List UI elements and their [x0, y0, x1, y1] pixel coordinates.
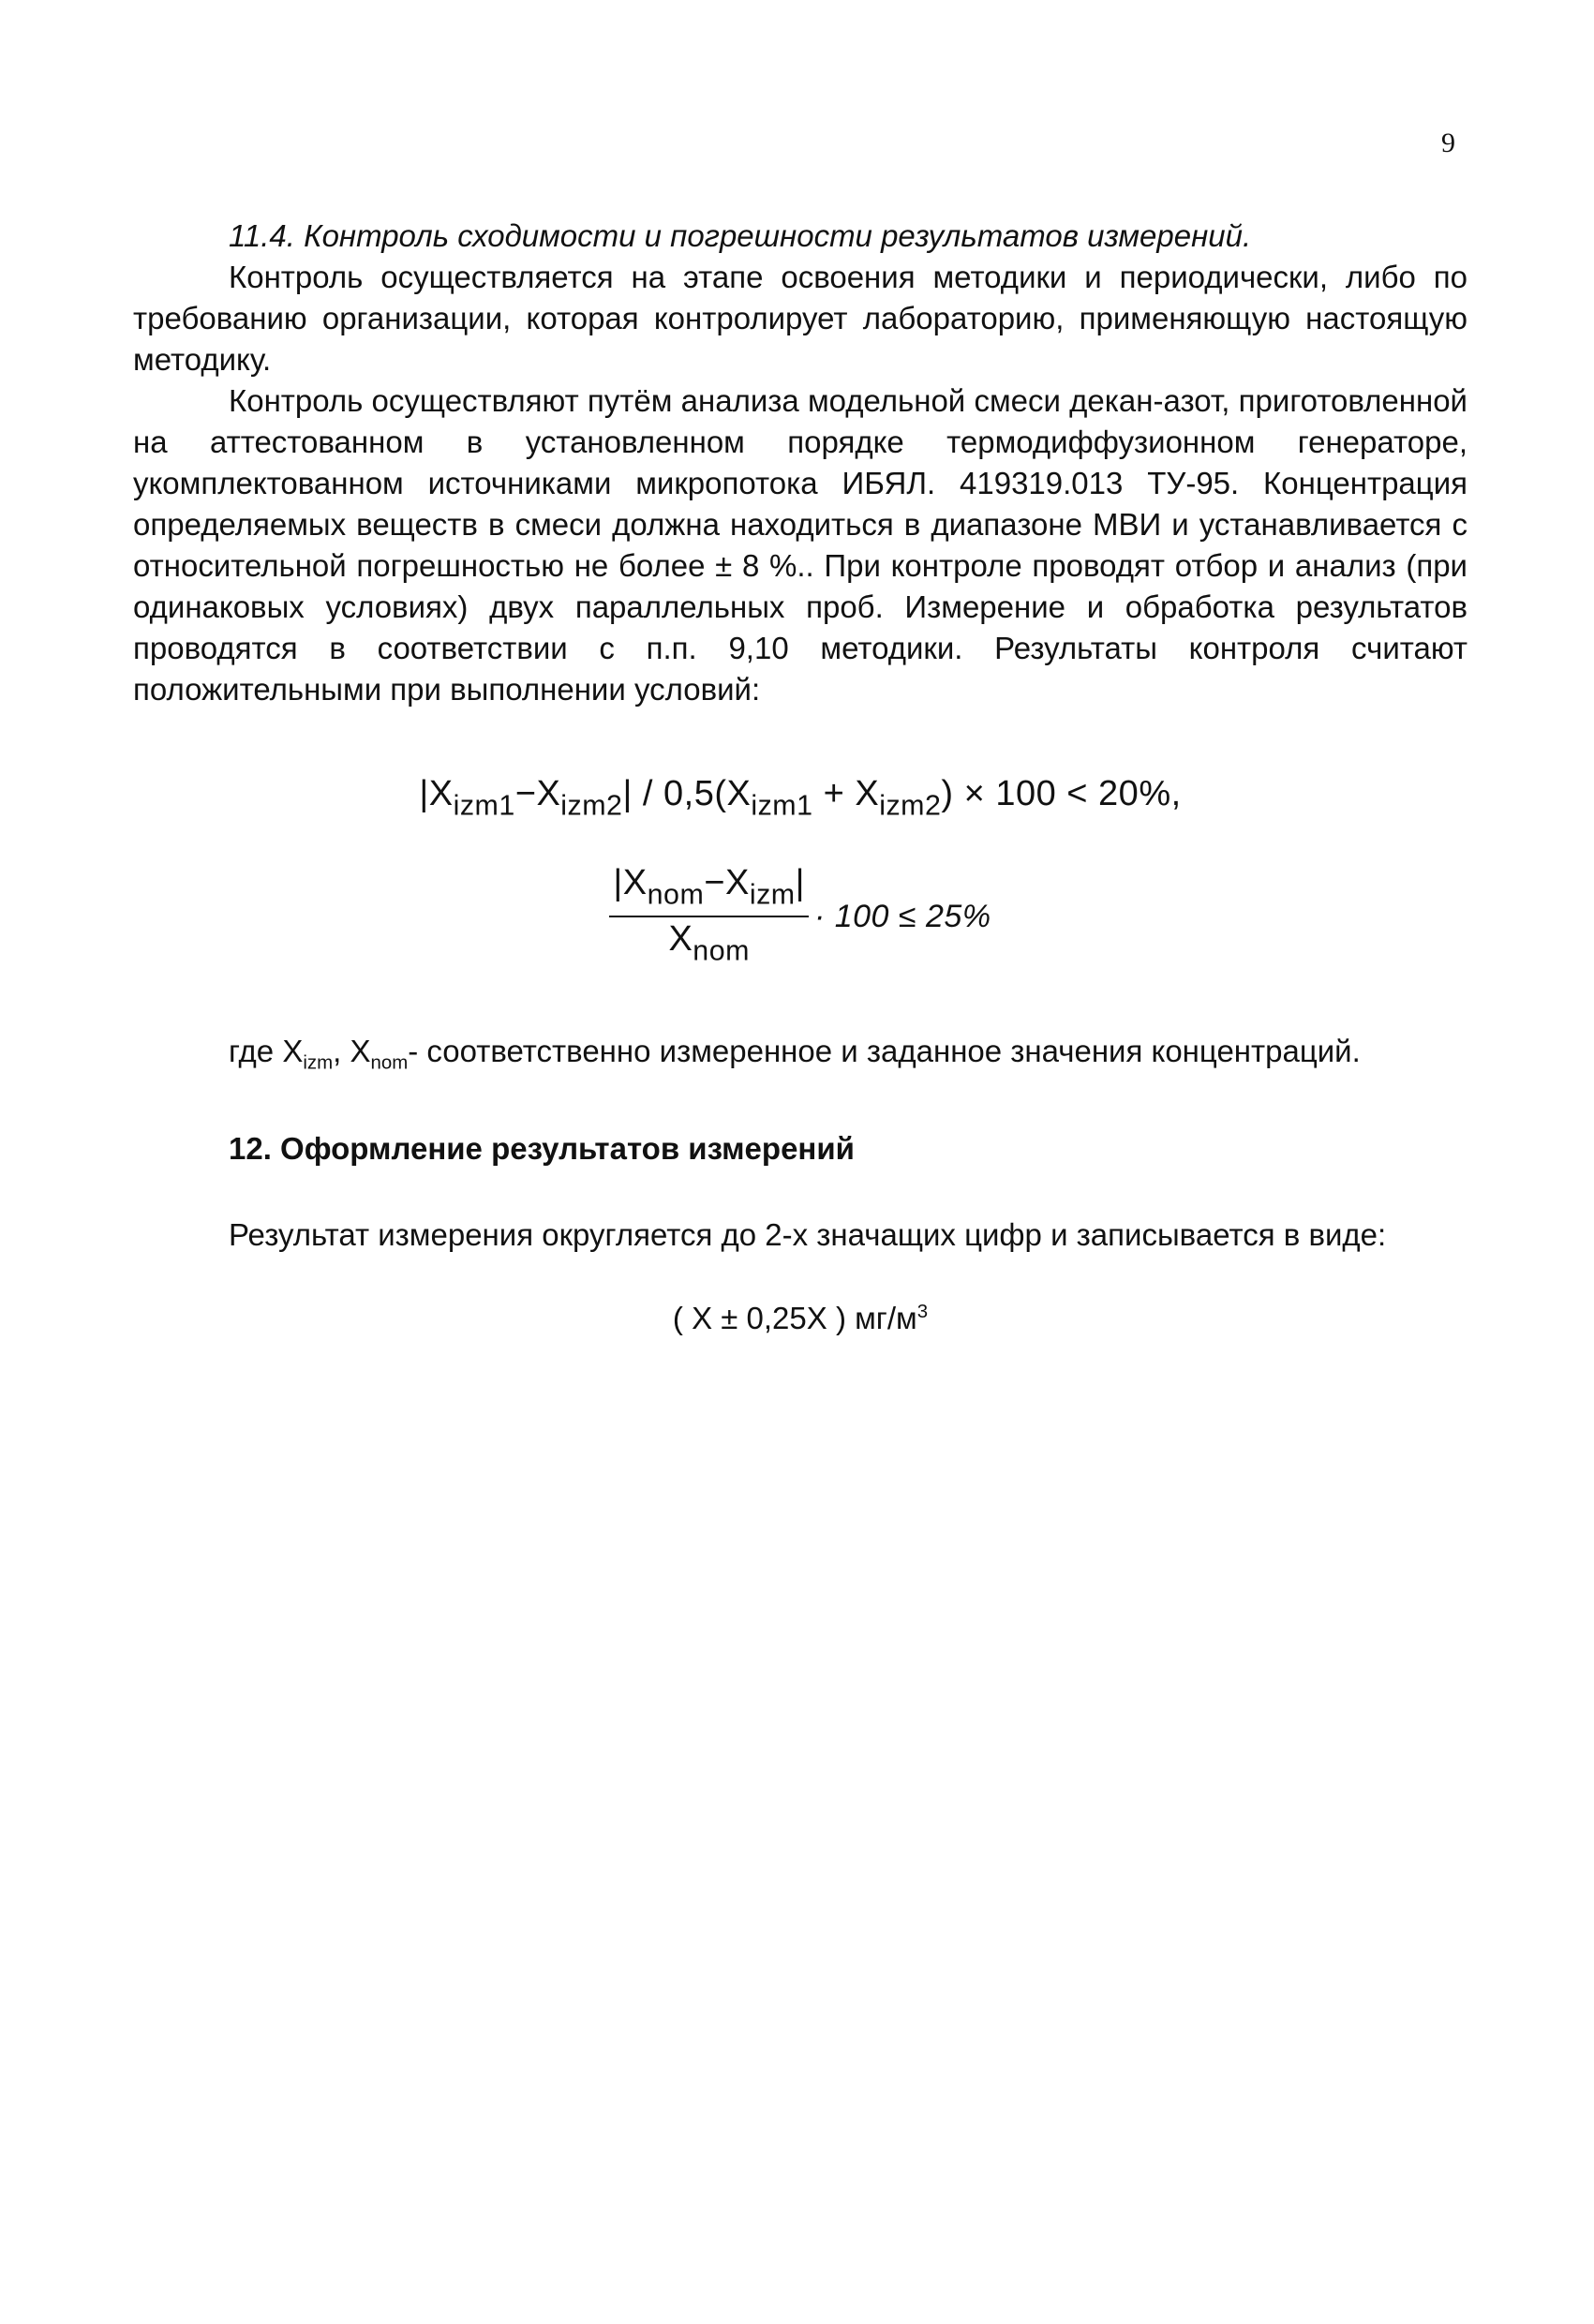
formula1-symbol: X — [428, 774, 454, 813]
formula2-numerator: $|X_{nom}-X_{izm}|$ — [613, 862, 805, 911]
formula2-denominator — [668, 917, 749, 973]
where-prefix: где X — [229, 1033, 304, 1068]
formula1-symbol-3: X — [726, 774, 752, 813]
section-12-title: 12. Оформление результатов измерений — [229, 1131, 855, 1167]
formula-convergence: $|X_{izm1}-X_{izm2}| / 0,5(X_{izm1} + X_{izm2}) \times 100 < 20\%$, — [419, 774, 1182, 822]
formula-accuracy — [133, 861, 1467, 973]
where-separator: , X — [333, 1033, 371, 1068]
page-content — [133, 216, 1467, 1339]
where-explanation — [133, 1031, 1467, 1084]
formula1-sub-izm1: izm1 — [453, 789, 515, 822]
formula2-symbol-2: X — [724, 862, 750, 902]
formula2-sub-nom-2: nom — [693, 934, 750, 967]
formula2-sub-nom: nom — [647, 878, 705, 911]
result-formula-text: ( X ± 0,25X ) мг/м — [672, 1301, 917, 1336]
formula2-tail: · 100 ≤ 25% — [813, 899, 991, 935]
result-unit-power: 3 — [916, 1301, 929, 1323]
formula1-sub-izm1-2: izm1 — [751, 789, 813, 822]
section-11-4-paragraph-2: Контроль осуществляют путём анализа модельной смеси декан-азот, приготовленной на аттестованном в установленном порядке термодиффузионном генераторе, укомплектованном источниками микропотока ИБЯЛ. 419319.013 ТУ-95. Концентрация определяемых веществ в смеси должна находиться в диапазоне МВИ и устанавливается с относительной погрешностью не более ± 8 %.. При контроле проводят отбор и анализ (при одинаковых условиях) двух параллельных проб. Измерение и обработка результатов проводятся в соответствии с п.п. 9,10 методики. Результаты контроля считают положительными при выполнении условий: — [133, 383, 1467, 707]
section-11-4-paragraph-1: Контроль осуществляется на этапе освоения методики и периодически, либо по требованию организации, которая контролирует лабораторию, применяющую настоящую методику. — [133, 260, 1467, 377]
where-sub-nom: nom — [370, 1051, 409, 1074]
where-text: - соответственно измеренное и заданное значения концентраций. — [408, 1033, 1361, 1068]
formula1-sub-izm2: izm2 — [560, 789, 623, 822]
formula1-sub-izm2-2: izm2 — [879, 789, 942, 822]
section-11-4-title: 11.4. Контроль сходимости и погрешности результатов измерений. — [229, 218, 1252, 253]
formula2-symbol-3: X — [668, 919, 693, 960]
formula2-sub-izm: izm — [749, 878, 796, 911]
section-12-paragraph: Результат измерения округляется до 2-х значащих цифр и записывается в виде: — [229, 1217, 1387, 1253]
formula2-fraction — [609, 861, 809, 973]
formula1-symbol-2: X — [536, 774, 561, 813]
page-number: 9 — [1441, 127, 1455, 158]
formula1-tail: × 100 < 20%, — [963, 774, 1182, 813]
where-sub-izm: izm — [303, 1051, 334, 1074]
formula1-factor: 0,5 — [663, 774, 715, 813]
result-formula — [133, 1291, 1467, 1339]
formula2-symbol: X — [622, 862, 648, 902]
formula1-symbol-4: X — [855, 774, 880, 813]
